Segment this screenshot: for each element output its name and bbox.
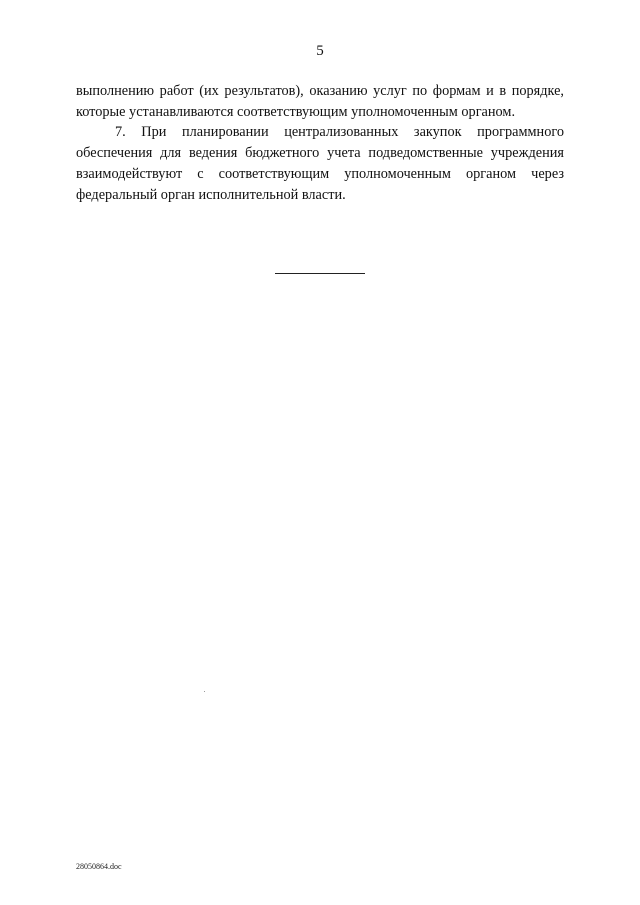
scan-artifact-dot	[204, 691, 205, 692]
document-body	[76, 81, 564, 205]
paragraph-item-7: 7. При планировании централизованных закупок программного обеспечения для ведения бюджетного учета подведомственные учреждения взаимодействуют с соответствующим уполномоченным органом через федеральный орган исполнительной власти.	[76, 124, 564, 203]
footer-file-code: 28050864.doc	[76, 862, 122, 871]
paragraph-continuation: выполнению работ (их результатов), оказанию услуг по формам и в порядке, которые устанавливаются соответствующим уполномоченным органом.	[76, 83, 564, 120]
end-of-text-rule	[275, 273, 365, 274]
page-number: 5	[316, 43, 324, 59]
